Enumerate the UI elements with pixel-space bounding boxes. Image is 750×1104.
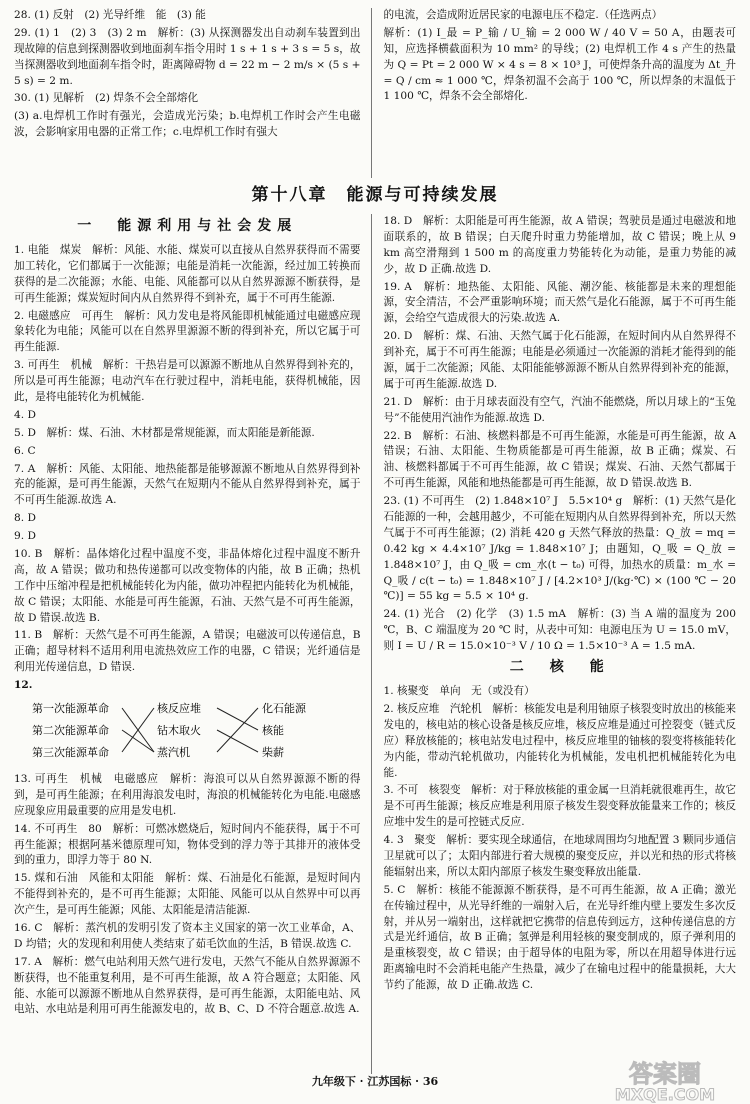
answer-item: 5. D 解析：煤、石油、木材都是常规能源，而太阳能是新能源. xyxy=(14,426,315,439)
answer-item: 4. D xyxy=(14,408,36,421)
answer-item: 13. 可再生 机械 电磁感应 解析：海浪可以从自然界源源不断的得到，是可再生能源；在利用海浪发电时，海浪的机械能转化为电能.电磁感应现象应用最重要的应用是发电机. xyxy=(14,772,361,817)
answer-item-12: 12. xyxy=(14,679,33,692)
page xyxy=(14,8,736,1068)
chapter-title: 第十八章 能源与可持续发展 xyxy=(251,185,499,205)
answer-item: 3. 可再生 机械 解析：干热岩是可以源源不断地从自然界得到补充的，所以是可再生能源；电动汽车在行驶过程中，消耗电能，获得机械能，因此，是将电能转化为机械能. xyxy=(14,359,361,404)
match-line xyxy=(217,730,258,752)
top-continuation xyxy=(14,8,736,178)
match-right-1: 化石能源 xyxy=(262,702,306,716)
section-title-energy-use: 一 能源利用与社会发展 xyxy=(77,218,298,234)
answer-item: 8. D xyxy=(14,512,36,525)
match-mid-1: 核反应堆 xyxy=(157,702,201,716)
answer-item: 14. 不可再生 80 解析：可燃冰燃烧后，短时间内不能获得，属于不可再生能源；根据阿基米德原理可知，物体受到的浮力等于其排开的液体受到的重力，即浮力等于 80 N. xyxy=(14,822,361,867)
answer-item: 21. D 解析：由于月球表面没有空气，汽油不能燃烧，所以月球上的“玉兔号”不能使用汽油作为能源.故选 D. xyxy=(383,395,736,424)
answer-item: 5. C 解析：核能不能源源不断获得，是不可再生能源，故 A 正确；激光在传输过程中，从光导纤维的一端射入后，在光导纤维内壁上要发生多次反射，并从另一端射出，这样就把它携带的信息传到远方，这种传递信息的方式是光纤通信，故 B 正确；氢弹是利用轻核的聚变制成的，原子弹利用的是重核裂变，故 C 错误；由于超导体的电阻为零，所以在用超导体进行远距离输电时不会消耗电能产生热量，减少了在输电过程中的能量损耗，大大节约了能源，故 D 正确.故选 C. xyxy=(383,883,736,992)
left-column xyxy=(14,214,371,1074)
answer-item: 9. D xyxy=(14,530,36,543)
match-left-1: 第一次能源革命 xyxy=(32,702,109,716)
answer-item: 16. C 解析：蒸汽机的发明引发了资本主义国家的第一次工业革命，A、D 均错；火的发现和利用使人类结束了茹毛饮血的生活，B 错误.故选 C. xyxy=(14,921,361,950)
answer-item: 3. 不可 核裂变 解析：对于释放核能的重金属一旦消耗就很难再生，故它是不可再生能源；核反应堆是利用原子核发生裂变释放能量来工作的；核反应堆中发生的是可控链式反应. xyxy=(383,784,736,829)
watermark-url: MXQE.COM xyxy=(614,1085,716,1104)
match-right-3: 柴薪 xyxy=(262,746,284,760)
answer-item: 2. 电磁感应 可再生 解析：风力发电是将风能即机械能通过电磁感应现象转化为电能；风能可以在自然界里源源不断的得到补充，所以它属于可再生能源. xyxy=(14,309,361,354)
top-left-column xyxy=(14,8,371,178)
watermark-logo xyxy=(600,1058,730,1104)
answer-item: 30. (1) 见解析 (2) 焊条不会全部熔化 xyxy=(14,92,199,105)
answer-list-left xyxy=(14,243,361,676)
answer-item: 1. 电能 煤炭 解析：风能、水能、煤炭可以直接从自然界获得而不需要加工转化，它们都属于一次能源；电能是消耗一次能源，经过加工转换而获得的是二次能源；水能、电能、风能都可以从自然界源源不断获得，是可再生能源；煤炭短时间内从自然界得不到补充，属于不可再生能源. xyxy=(14,244,361,304)
right-column xyxy=(372,214,737,1074)
answer-item: 15. 煤和石油 风能和太阳能 解析：煤、石油是化石能源，是短时间内不能得到补充的，是不可再生能源；太阳能、风能可以从自然界中可以再次产生，是可再生能源；风能、太阳能是清洁能源. xyxy=(14,872,361,917)
answer-list-left-2 xyxy=(14,772,361,1018)
answer-item: 2. 核反应堆 汽轮机 解析：核能发电是利用铀原子核裂变时放出的核能来发电的，核电站的核心设备是核反应堆，核反应堆是通过可控裂变（链式反应）释放核能的；核电站发电过程中，核反应堆里的铀核的裂变将核能转化为内能，带动汽轮机做功，内能转化为机械能，发电机把机械能转化为电能. xyxy=(383,702,736,779)
main-content xyxy=(14,214,736,1074)
page-footer: 九年级下 · 江苏国标 · 36 xyxy=(311,1075,439,1088)
answer-item: 7. A 解析：风能、太阳能、地热能都是能够源源不断地从自然界得到补充的能源，是可再生能源，天然气在短期内不能从自然界得到补充，属于不可再生能源.故选 A. xyxy=(14,462,361,507)
watermark-text: 答案圈 xyxy=(629,1060,701,1088)
answer-item: 10. B 解析：晶体熔化过程中温度不变，非晶体熔化过程中温度不断升高，故 A 错误；做功和热传递都可以改变物体的内能，故 B 正确；热机工作中压缩冲程是把机械能转化为内能，做功冲程把内能转化为机械能，故 C 错误；太阳能、水能是可再生能源，石油、天然气是不可再生能源，故 D 错误.故选 B. xyxy=(14,548,361,624)
answer-item: 29. (1) 1 (2) 3 (3) 2 m 解析：(3) 从探测器发出自动刹车装置到出现故障的信息到探测器收到地面刹车指令用时 1 s + 1 s + 3 s = 5 s，故当探测器收到地面刹车指令时，距离障碍物 d = 22 m − 2 m/s × (5 s + 5 s) = 2 m. xyxy=(14,26,361,87)
top-right-column xyxy=(372,8,737,178)
answer-item: 23. (1) 不可再生 (2) 1.848×10⁷ J 5.5×10⁴ g 解析：(1) 天然气是化石能源的一种，会越用越少，不可能在短期内从自然界得到补充，所以天然气属于不可再生能源；(2) 消耗 420 g 天然气释放的热量：Q_放 = mq = 0.42 kg × 4.4×10⁷ J/kg = 1.848×10⁷ J；由题知，Q_吸 = Q_放 = 1.848×10⁷ J，由 Q_吸 = cm_水(t − t₀) 可得，加热水的质量：m_水 = Q_吸 / c(t − t₀) = 1.848×10⁷ J / [4.2×10³ J/(kg·℃) × (100 ℃ − 20 ℃)] = 55 kg = 5.5 × 10⁴ g. xyxy=(383,495,736,603)
answer-item: 24. (1) 光合 (2) 化学 (3) 1.5 mA 解析：(3) 当 A 端的温度为 200 ℃，B、C 端温度为 20 ℃ 时，从表中可知：电源电压为 U = 15.0 mV，则 I = U / R = 15.0×10⁻³ V / 10 Ω = 1.5×10⁻³ A = 1.5 mA. xyxy=(383,608,736,653)
answer-item: 19. A 解析：地热能、太阳能、风能、潮汐能、核能都是未来的理想能源，安全清洁，不会严重影响环境；而天然气是化石能源，属于不可再生能源，会给空气造成很大的污染.故选 A. xyxy=(383,280,736,325)
match-line xyxy=(217,708,258,752)
match-mid-3: 蒸汽机 xyxy=(157,746,190,760)
answer-item: 18. D 解析：太阳能是可再生能源，故 A 错误；驾驶员是通过电磁波和地面联系的，故 B 错误；白天爬升时重力势能增加，故 C 错误；晚上从 9 km 高空滑翔到 1 500 m 的高度重力势能转化为动能，是重力势能的减少，故 D 正确.故选 D. xyxy=(383,215,736,275)
answer-list-right-2 xyxy=(384,684,737,994)
matching-diagram xyxy=(32,698,352,762)
answer-item: 6. C xyxy=(14,444,36,457)
answer-item: 的电流，会造成附近居民家的电源电压不稳定.（任选两点） xyxy=(383,9,663,21)
answer-list-right xyxy=(384,214,737,655)
match-left-2: 第二次能源革命 xyxy=(32,724,109,738)
answer-item: 20. D 解析：煤、石油、天然气属于化石能源，在短时间内从自然界得不到补充，属于不可再生能源；电能是必须通过一次能源的消耗才能得到的能源，属于二次能源；风能、太阳能能够源源不断从自然界得到补充的能源，属于可再生能源.故选 D. xyxy=(383,330,736,390)
answer-item: 22. B 解析：石油、核燃料都是不可再生能源，水能是可再生能源，故 A 错误；石油、太阳能、生物质能都是可再生能源，故 B 正确；煤炭、石油、核燃料都属于不可再生能源，故 C 错误；煤炭、石油、天然气都属于不可再生能源，风能和地热能都是可再生能源，故 D 错误.故选 B. xyxy=(383,429,736,490)
match-left-3: 第三次能源革命 xyxy=(32,746,109,760)
match-line xyxy=(217,708,258,730)
section-title-nuclear: 二 核 能 xyxy=(509,659,610,676)
answer-item: 17. A 解析：燃气电站利用天然气进行发电，天然气不能从自然界源源不断获得，也不能重复利用，是不可再生能源，故 A 符合题意；太阳能、风能、水能可以源源不断地从自然界获得，是可再生能源，太阳能电站、风电站、水电站是利用可再生能源发电的，故 B、C、D 不符合题意.故选 A. xyxy=(14,955,361,1016)
match-mid-2: 钻木取火 xyxy=(157,724,201,738)
answer-item: 解析：(1) I_最 = P_输 / U_输 = 2 000 W / 40 V = 50 A，由题表可知，应选择横截面积为 10 mm² 的导线；(2) 电焊机工作 4 s 产生的热量为 Q = Pt = 2 000 W × 4 s = 8 × 10³ J，可使焊条升高的温度为 Δt_升 = Q / cm ≈ 1 000 ℃，焊条初温不会高于 100 ℃，所以焊条的末温低于 1 100 ℃，焊条不会全部熔化. xyxy=(383,26,736,103)
match-line xyxy=(122,730,154,752)
match-right-2: 核能 xyxy=(262,724,284,738)
answer-item: 28. (1) 反射 (2) 光导纤维 能 (3) 能 xyxy=(14,9,206,21)
answer-item: (3) a.电焊机工作时有强光，会造成光污染；b.电焊机工作时会产生电磁波，会影响家用电器的正常工作；c.电焊机工作时有强大 xyxy=(14,110,361,139)
answer-item: 11. B 解析：天然气是不可再生能源，A 错误；电磁波可以传递信息，B 正确；超导材料不适用利用电流热效应工作的电器，C 错误；光纤通信是利用光传递信息，D 错误. xyxy=(14,629,361,674)
answer-item: 1. 核聚变 单向 无（或没有） xyxy=(383,685,535,698)
answer-item: 4. 3 聚变 解析：要实现全球通信，在地球周围均匀地配置 3 颗同步通信卫星就可以了；太阳内部进行着大规模的聚变反应，并以光和热的形式将核能辐射出来，所以太阳内部原子核发生聚变释放出能量. xyxy=(383,834,736,878)
